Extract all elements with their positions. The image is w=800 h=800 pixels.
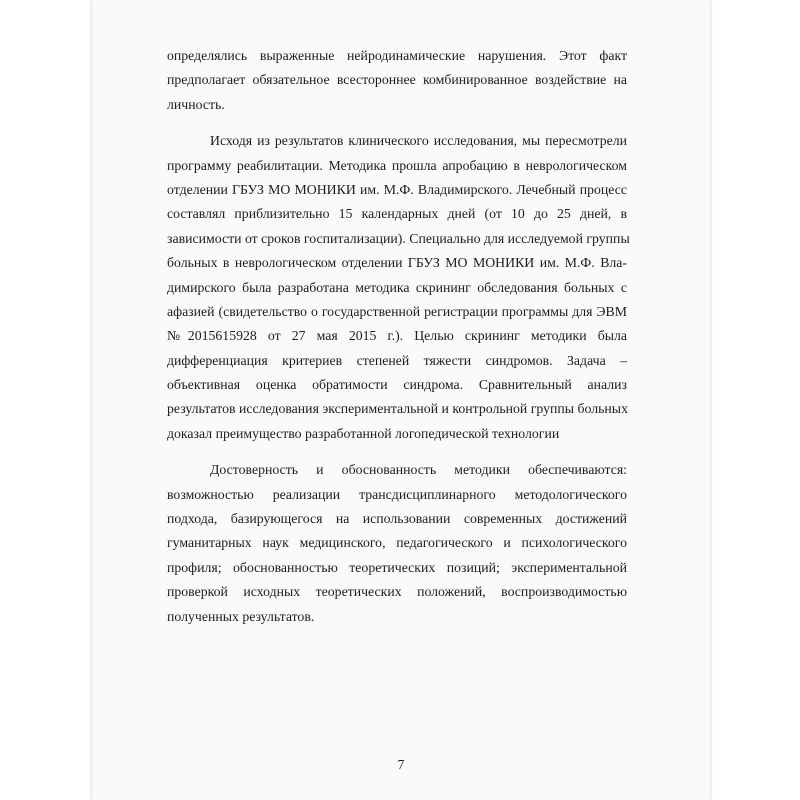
text-line: отделении ГБУЗ МО МОНИКИ им. М.Ф. Владимирского. Лечебный процесс (167, 181, 627, 197)
text-line: афазией (свидетельство о государственной регистрации программы для ЭВМ (167, 303, 627, 319)
page-number: 7 (397, 757, 405, 772)
paragraph-gap (167, 117, 627, 129)
text-line: предполагает обязательное всестороннее комбинированное воздействие на (167, 72, 627, 88)
text-line: гуманитарных наук медицинского, педагогического и психологического (167, 535, 627, 551)
text-line: объективная оценка обратимости синдрома. Сравнительный анализ (167, 377, 627, 393)
text-line: определялись выраженные нейродинамические нарушения. Этот факт (167, 48, 627, 63)
text-line: больных в неврологическом отделении ГБУЗ МО МОНИКИ им. М.Ф. Вла- (167, 255, 627, 271)
text-line: №2015615928 от 27 мая 2015 г.). Целью скрининг методики была (167, 328, 627, 344)
paragraph (167, 44, 627, 117)
text-line: результатов исследования экспериментальной и контрольной группы больных (167, 401, 628, 417)
text-line: зависимости от сроков госпитализации). Специально для исследуемой группы (167, 230, 630, 246)
text-line: Исходя из результатов клинического исследования, мы пересмотрели (210, 133, 627, 149)
text-line: личность. (167, 96, 225, 112)
text-line: возможностью реализации трансдисциплинарного методологического (167, 486, 627, 502)
text-line: профиля; обоснованностью теоретических позиций; экспериментальной (167, 559, 627, 575)
text-line: дифференциация критериев степеней тяжести синдромов. Задача – (167, 352, 627, 368)
paragraph-gap (167, 446, 627, 458)
scan-margin-right (710, 0, 800, 800)
body-text (167, 44, 630, 629)
document-page (92, 0, 710, 800)
text-line: полученных результатов. (167, 608, 315, 624)
text-line: составлял приблизительно 15 календарных дней (от 10 до 25 дней, в (167, 206, 627, 222)
text-line: доказал преимущество разработанной логопедической технологии (167, 425, 560, 441)
paragraph (167, 129, 630, 446)
paragraph (167, 458, 627, 629)
text-line: димирского была разработана методика скрининг обследования больных с (167, 279, 627, 295)
text-line: проверкой исходных теоретических положений, воспроизводимостью (167, 584, 627, 600)
text-line: программу реабилитации. Методика прошла апробацию в неврологическом (167, 157, 627, 173)
scan-margin-left (0, 0, 92, 800)
text-line: подхода, базирующегося на использовании современных достижений (167, 511, 627, 527)
text-line: Достоверность и обоснованность методики обеспечиваются: (210, 462, 627, 478)
